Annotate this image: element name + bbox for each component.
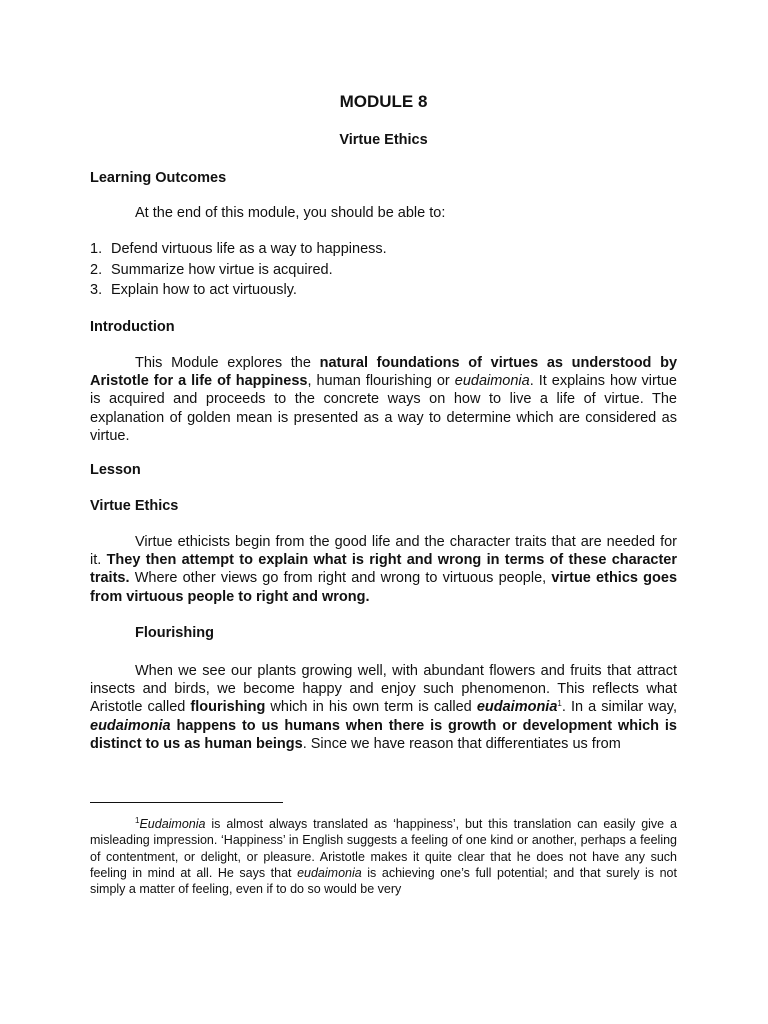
learning-outcomes-heading: Learning Outcomes — [90, 170, 227, 186]
flourishing-heading: Flourishing — [135, 625, 214, 641]
learning-outcomes-list — [90, 239, 677, 301]
virtue-ethics-heading: Virtue Ethics — [90, 498, 179, 514]
list-item: 1. Defend virtuous life as a way to happiness. — [90, 241, 387, 257]
introduction-paragraph: This Module explores the natural foundations of virtues as understood by Aristotle for a life of happiness, human flourishing or eudaimonia. It explains how virtue is acquired and proceeds to the concrete ways on how to live a life of virtue. The explanation of golden mean is presented as a way to determine which are considered as virtue. — [90, 355, 678, 444]
list-item: 2. Summarize how virtue is acquired. — [90, 261, 333, 278]
introduction-heading: Introduction — [90, 319, 175, 335]
footnote: $^1$Eudaimonia is almost always translated as ‘happiness’, but this translation can easily give a misleading impression. ‘Happiness’ in English suggests a feeling of one kind or another, perhaps a feeling of contentment, or delight, or pleasure. Aristotle makes it quite clear that he does not have any such feeling in mind at all. He says that eudaimonia is achieving one’s full potential; and that surely is not simply a matter of feeling, even if to do so would be very — [90, 816, 677, 897]
learning-outcomes-intro: At the end of this module, you should be able to: — [135, 205, 446, 221]
lesson-heading: Lesson — [90, 462, 141, 478]
module-title: MODULE 8 — [339, 92, 428, 111]
footnote-divider — [90, 802, 283, 803]
module-subtitle: Virtue Ethics — [339, 132, 428, 148]
flourishing-paragraph: When we see our plants growing well, with abundant flowers and fruits that attract insects and birds, we become happy and enjoy such phenomenon. This reflects what Aristotle called flourishing which in his own term is called eudaimonia$^1$. In a similar way, eudaimonia happens to us humans when there is growth or development which is distinct to us as human beings. Since we have reason that differentiates us from — [90, 663, 677, 752]
virtue-ethics-paragraph: Virtue ethicists begin from the good life and the character traits that are needed for it. They then attempt to explain what is right and wrong in terms of these character traits. Where other views go from right and wrong to virtuous people, virtue ethics goes from virtuous people to right and wrong. — [90, 534, 678, 605]
list-item: 3. Explain how to act virtuously. — [90, 282, 297, 298]
